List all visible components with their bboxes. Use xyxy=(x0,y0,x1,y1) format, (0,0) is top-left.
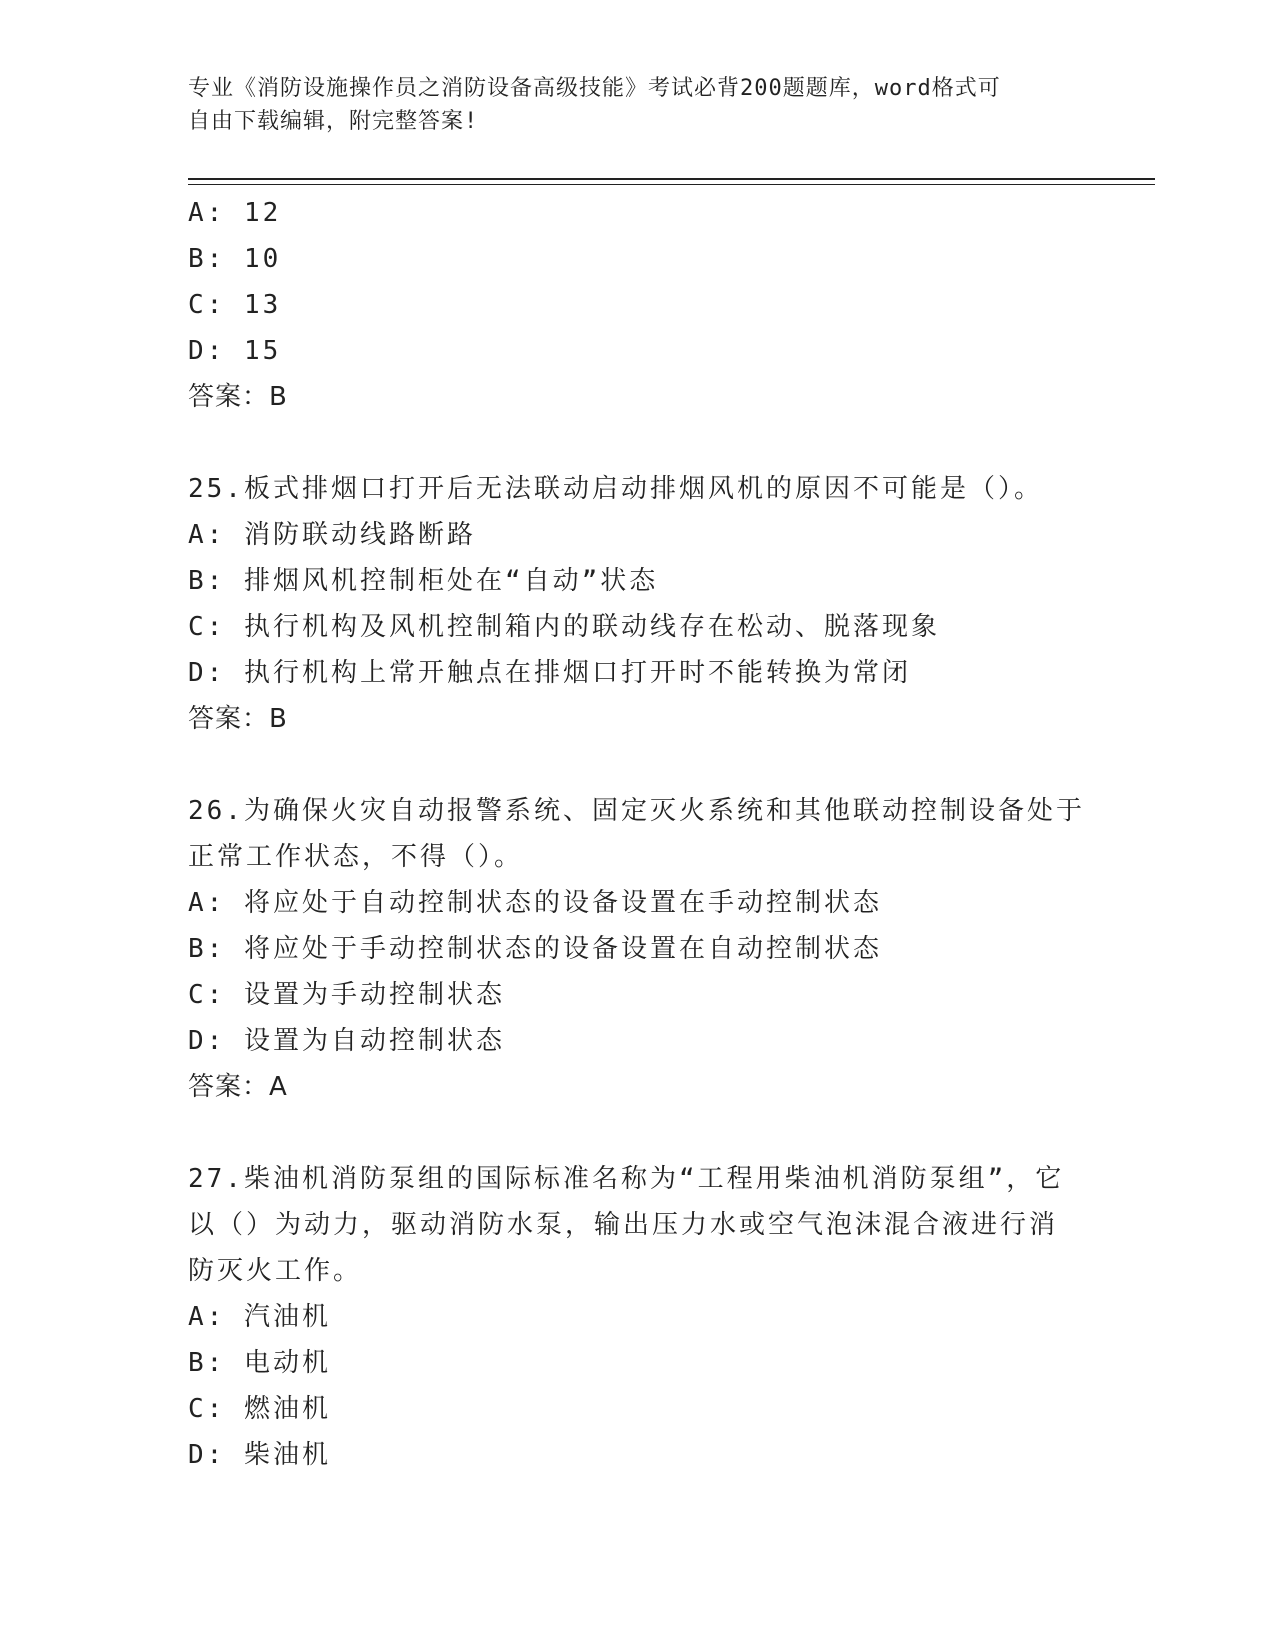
answer: 答案：A xyxy=(188,1072,288,1102)
question-text-line-2: 正常工作状态，不得（）。 xyxy=(188,842,524,872)
option-b: B: 电动机 xyxy=(188,1348,331,1378)
header-line-1: 专业《消防设施操作员之消防设备高级技能》考试必背200题题库，word格式可 xyxy=(188,76,1001,101)
option-a: A: 汽油机 xyxy=(188,1302,331,1332)
question-text-line-2: 以（）为动力，驱动消防水泵，输出压力水或空气泡沫混合液进行消 xyxy=(188,1210,1059,1240)
document-header xyxy=(188,72,1068,138)
question-26 xyxy=(188,788,1088,1110)
header-line-2: 自由下载编辑，附完整答案! xyxy=(188,109,479,134)
question-text-line-1: 26.为确保火灾自动报警系统、固定灭火系统和其他联动控制设备处于 xyxy=(188,796,1085,826)
question-list xyxy=(188,190,1088,1478)
option-a: A: 消防联动线路断路 xyxy=(188,520,476,550)
header-rule-thick xyxy=(188,178,1155,180)
question-text: 25.板式排烟口打开后无法联动启动排烟风机的原因不可能是（）。 xyxy=(188,474,1043,504)
question-text-line-1: 27.柴油机消防泵组的国际标准名称为“工程用柴油机消防泵组”，它 xyxy=(188,1164,1065,1194)
option-c: C: 设置为手动控制状态 xyxy=(188,980,505,1010)
option-a: A: 将应处于自动控制状态的设备设置在手动控制状态 xyxy=(188,888,882,918)
header-rule-thin xyxy=(188,184,1155,185)
question-25 xyxy=(188,466,1088,742)
option-b: B: 10 xyxy=(188,244,282,274)
question-24 xyxy=(188,190,1088,420)
question-27 xyxy=(188,1156,1088,1478)
option-d: D: 柴油机 xyxy=(188,1440,331,1470)
option-c: C: 燃油机 xyxy=(188,1394,331,1424)
option-d: D: 设置为自动控制状态 xyxy=(188,1026,505,1056)
option-d: D: 15 xyxy=(188,336,282,366)
option-b: B: 将应处于手动控制状态的设备设置在自动控制状态 xyxy=(188,934,882,964)
option-c: C: 13 xyxy=(188,290,282,320)
answer: 答案：B xyxy=(188,382,288,412)
question-text-line-3: 防灭火工作。 xyxy=(188,1256,363,1286)
option-c: C: 执行机构及风机控制箱内的联动线存在松动、脱落现象 xyxy=(188,612,940,642)
answer: 答案：B xyxy=(188,704,288,734)
option-b: B: 排烟风机控制柜处在“自动”状态 xyxy=(188,566,659,596)
option-a: A: 12 xyxy=(188,198,282,228)
option-d: D: 执行机构上常开触点在排烟口打开时不能转换为常闭 xyxy=(188,658,911,688)
